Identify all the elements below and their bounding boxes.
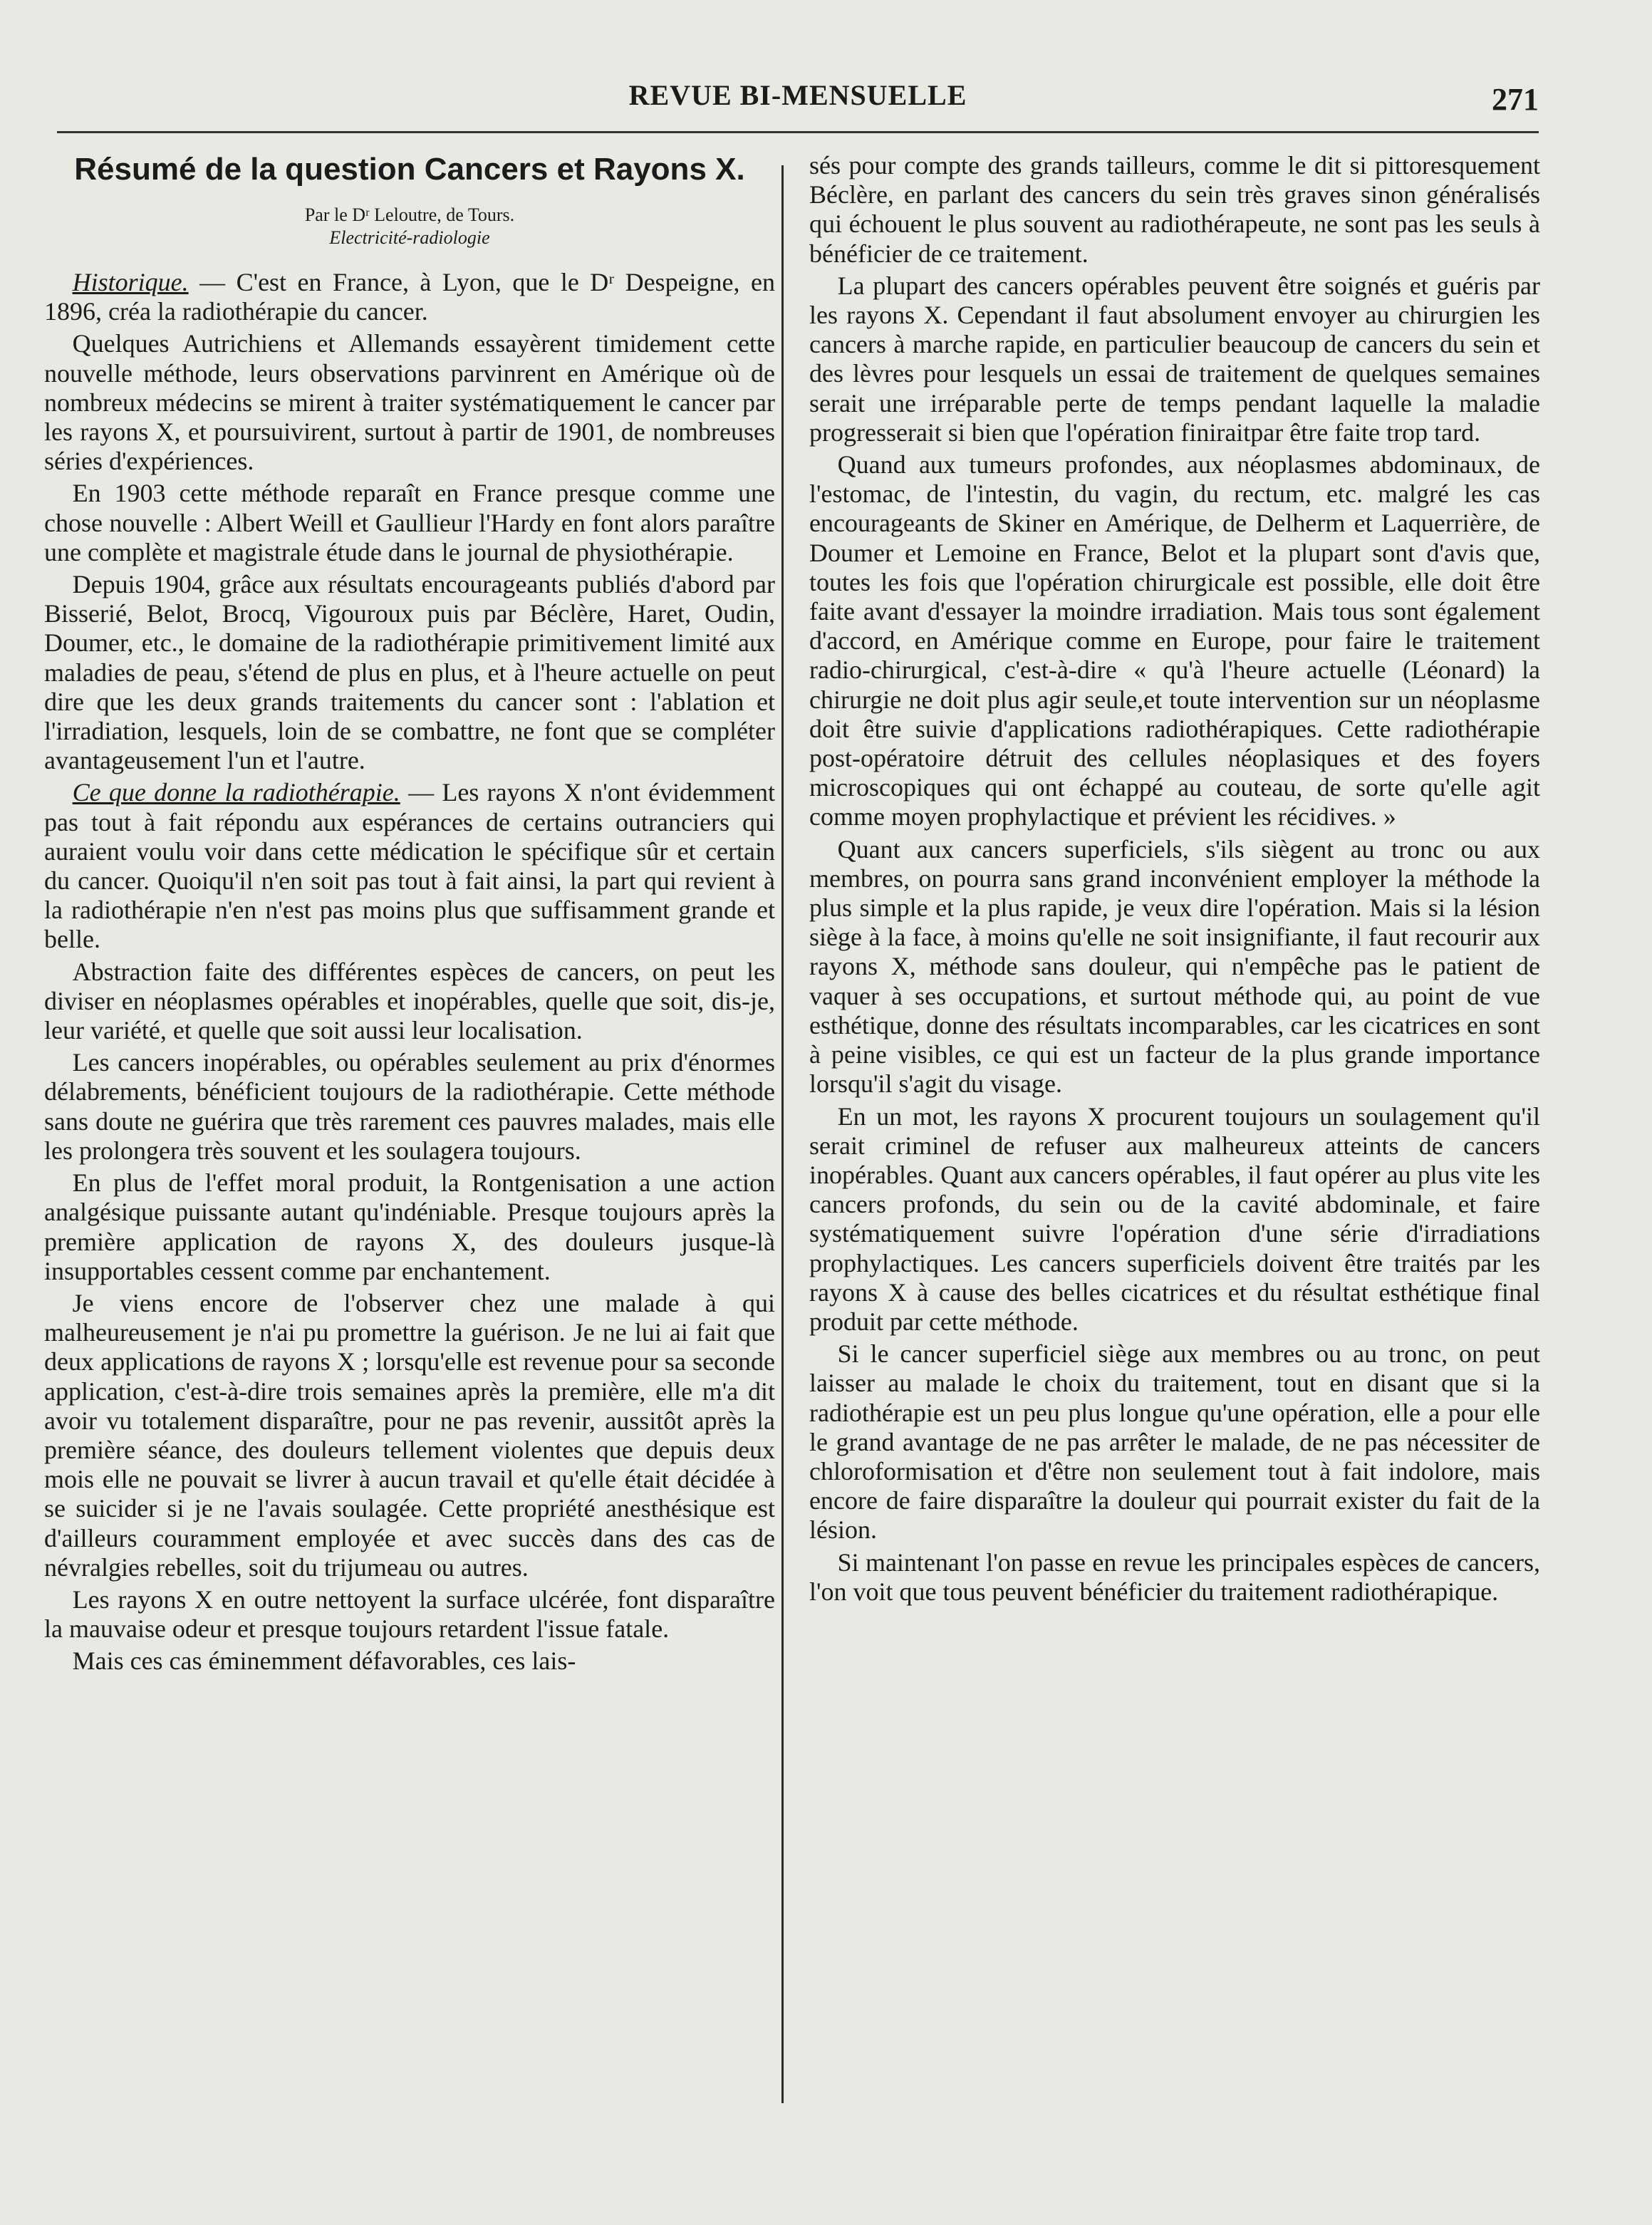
page-header (57, 74, 1539, 133)
paragraph: Si maintenant l'on passe en revue les principales espèces de cancers, l'on voit que tous peuvent bénéficier du traitement radiothérapique. (809, 1547, 1540, 1606)
paragraph: Si le cancer superficiel siège aux membres ou au tronc, on peut laisser au malade le choix du traitement, tout en disant que si la radiothérapie est un peu plus longue qu'une opération, elle a pour elle le grand avantage de ne pas arrêter le malade, de ne pas nécessiter de chloroformisation et d'être non seulement tout à fait indolore, mais encore de faire disparaître la douleur qui pourrait exister du fait de la lésion. (809, 1339, 1540, 1545)
paragraph-ce-que-donne (44, 778, 775, 954)
paragraph-text: — C'est en France, à Lyon, que le Dʳ Despeigne, en 1896, créa la radiothérapie du cancer. (44, 268, 775, 326)
paragraph: En 1903 cette méthode reparaît en France presque comme une chose nouvelle : Albert Weill et Gaullieur l'Hardy en font alors paraître une complète et magistrale étude dans le journal de physiothérapie. (44, 479, 775, 566)
right-column (809, 151, 1540, 1609)
paragraph: Mais ces cas éminemment défavorables, ces lais- (72, 1646, 576, 1676)
paragraph: Les cancers inopérables, ou opérables seulement au prix d'énormes délabrements, bénéficient toujours de la radiothérapie. Cette méthode sans doute ne guérira que très rarement ces pauvres malades, mais elle les prolongera très souvent et les soulagera toujours. (44, 1048, 775, 1165)
paragraph: Abstraction faite des différentes espèces de cancers, on peut les diviser en néoplasmes opérables et inopérables, quelle que soit, dis-je, leur variété, et quelle que soit aussi leur localisation. (44, 957, 775, 1045)
left-column (44, 151, 775, 1679)
column-divider (781, 165, 784, 2103)
paragraph-historique (44, 268, 775, 326)
paragraph-continued: sés pour compte des grands tailleurs, comme le dit si pittoresquement Béclère, en parlant des cancers du sein très graves sinon généralisés qui échouent le plus souvent au radiothérapeute, ne sont pas les seuls à bénéficier de ce traitement. (809, 151, 1540, 268)
paragraph: Je viens encore de l'observer chez une malade à qui malheureusement je n'ai pu promettre la guérison. Je ne lui ai fait que deux applications de rayons X ; lorsqu'elle est revenue pour sa seconde application, c'est-à-dire trois semaines après la première, elle m'a dit avoir vu totalement disparaître, pour ne pas revenir, aussitôt après la première séance, des douleurs tellement violentes que depuis deux mois elle ne pouvait se livrer à aucun travail et qu'elle était décidée à se suicider si je ne l'avais soulagée. Cette propriété anesthésique est d'ailleurs couramment employée et avec succès dans des cas de névralgies rebelles, soit du trijumeau ou autres. (44, 1288, 775, 1582)
article-affiliation: Electricité-radiologie (329, 227, 490, 248)
article-byline: Par le Dʳ Leloutre, de Tours. (304, 204, 515, 225)
paragraph: Depuis 1904, grâce aux résultats encourageants publiés d'abord par Bisserié, Belot, Brocq, Vigouroux puis par Béclère, Haret, Oudin, Doumer, etc., le domaine de la radiothérapie primitivement limité aux maladies de peau, s'étend de plus en plus, et à l'heure actuelle on peut dire que les deux grands traitements du cancer sont : l'ablation et l'irradiation, lesquels, loin de se combattre, ne font que se compléter avantageusement l'un et l'autre. (44, 570, 775, 775)
article-title: Résumé de la question Cancers et Rayons X. (74, 152, 745, 187)
paragraph: Les rayons X en outre nettoyent la surface ulcérée, font disparaître la mauvaise odeur et presque toujours retardent l'issue fatale. (44, 1585, 775, 1644)
paragraph: En plus de l'effet moral produit, la Rontgenisation a une action analgésique puissante autant qu'indéniable. Presque toujours après la première application de rayons X, des douleurs jusque-là insupportables cessent comme par enchantement. (44, 1168, 775, 1285)
journal-title: REVUE BI-MENSUELLE (628, 79, 967, 111)
paragraph: Quand aux tumeurs profondes, aux néoplasmes abdominaux, de l'estomac, de l'intestin, du vagin, du rectum, etc. malgré les cas encourageants de Skiner en Amérique, de Delherm et Laquerrière, de Doumer et Lemoine en France, Belot et la plupart sont d'avis que, toutes les fois que l'opération chirurgicale est possible, elle doit être faite avant d'essayer la moindre irradiation. Mais tous sont également d'accord, en Amérique comme en Europe, pour faire le traitement radio-chirurgical, c'est-à-dire « qu'à l'heure actuelle (Léonard) la chirurgie ne doit plus agir seule,et toute intervention sur un néoplasme doit être suivie d'applications radiothérapiques. Cette radiothérapie post-opératoire détruit des cellules néoplasiques et des foyers microscopiques qui ont échappé au couteau, de sorte qu'elle agit comme moyen prophylactique et prévient les récidives. » (809, 450, 1540, 831)
section-label-radiotherapie: Ce que donne la radiothérapie. (72, 778, 400, 807)
paragraph: La plupart des cancers opérables peuvent être soignés et guéris par les rayons X. Cependant il faut absolument envoyer au chirurgien les cancers à marche rapide, en particulier beaucoup de cancers du sein et des lèvres pour lesquels un essai de traitement de quelques semaines serait une irréparable perte de temps pendant laquelle la maladie progresserait si bien que l'opération finiraitpar être faite trop tard. (809, 271, 1540, 447)
paragraph: Quelques Autrichiens et Allemands essayèrent timidement cette nouvelle méthode, leurs observations parvinrent en Amérique où de nombreux médecins se mirent à traiter systématiquement le cancer par les rayons X, et poursuivirent, surtout à partir de 1901, de nombreuses séries d'expériences. (44, 329, 775, 476)
paragraph: En un mot, les rayons X procurent toujours un soulagement qu'il serait criminel de refuser aux malheureux atteints de cancers inopérables. Quant aux cancers opérables, il faut opérer au plus vite les cancers profonds, du sein ou de la cavité abdominale, et faire systématiquement suivre l'opération d'une série d'irradiations prophylactiques. Les cancers superficiels doivent être traités par les rayons X à cause des belles cicatrices et du résultat esthétique final produit par cette méthode. (809, 1101, 1540, 1336)
paragraph-text: — Les rayons X n'ont évidemment pas tout à fait répondu aux espérances de certains outranciers qui auraient voulu voir dans cette médication le spécifique sûr et certain du cancer. Quoiqu'il n'en soit pas tout à fait ainsi, la part qui revient à la radiothérapie n'en n'est pas moins plus que suffisamment grande et belle. (44, 778, 775, 954)
section-label-historique: Historique. (72, 268, 189, 296)
page-number: 271 (1492, 82, 1539, 117)
paragraph: Quant aux cancers superficiels, s'ils siègent au tronc ou aux membres, on pourra sans grand inconvénient employer la méthode la plus simple et la plus rapide, je veux dire l'opération. Mais si la lésion siège à la face, à moins qu'elle ne soit insignifiante, il faut recourir aux rayons X, méthode sans douleur, qui n'empêche pas le patient de vaquer à ses occupations, et surtout méthode qui, au point de vue esthétique, donne des résultats incomparables, car les cicatrices en sont à peine visibles, ce qui est un facteur de la plus grande importance lorsqu'il s'agit du visage. (809, 834, 1540, 1099)
